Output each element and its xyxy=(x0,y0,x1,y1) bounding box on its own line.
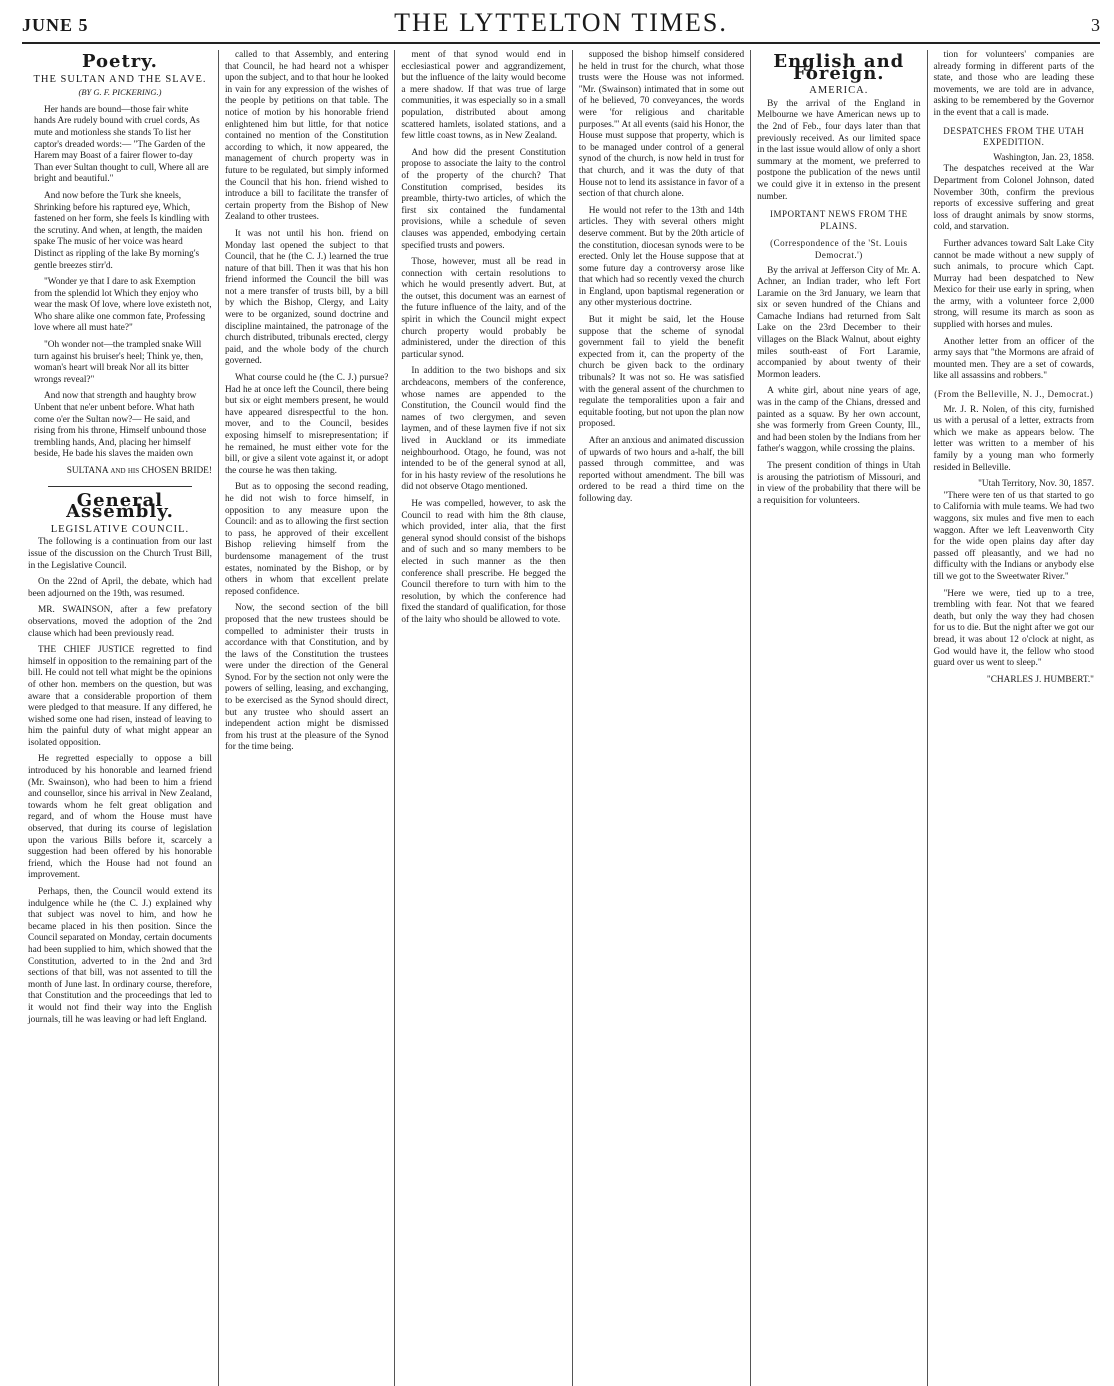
poem-stanza: Her hands are bound—those fair white hands Are rudely bound with cruel cords, As mute and motionless she stands To list her captor's dreaded words:— "The Garden of the Harem may Boast of a fairer flower to-day Than ever Sultan thought to cull, Where all are bright and beautiful." xyxy=(34,104,209,185)
source-note: (From the Belleville, N. J., Democrat.) xyxy=(934,389,1094,400)
columns xyxy=(22,50,1100,1386)
article-paragraph: But it might be said, let the House suppose that the scheme of synodal government fail to yield the benefit expected from it, can the property of the church be given back to the ordinary tribunals? It was not so. He was satisfied with the general assent of the churchmen to regulate the temporalities upon a fair and equitable footing, but not upon the plan now proposed. xyxy=(578,315,745,430)
issue-date: JUNE 5 xyxy=(22,15,89,35)
article-paragraph: called to that Assembly, and entering that Council, he had heard not a whisper upon the subject, and to that hour he looked in vain for any expression of the wishes of the people by petitions on that table. The notice of motion by his honorable friend enlightened him but little, for that notice contained no mention of the Constitution according to which, it now appeared, the management of church property was in future to be regulated, but simply informed the Council that his hon. friend wished to introduce a bill to facilitate the transfer of certain property from the Bishop of New Zealand to other trustees. xyxy=(224,50,389,223)
general-assembly-heading: General Assembly. xyxy=(66,489,174,523)
article-paragraph: Mr. J. R. Nolen, of this city, furnished us with a perusal of a letter, extracts from which we make as appears below. The letter was written to a member of his family by a young man who formerly resided in Belleville. xyxy=(933,404,1094,473)
legislative-council-heading: LEGISLATIVE COUNCIL. xyxy=(50,523,190,535)
article-paragraph: He regretted especially to oppose a bill introduced by his honorable and learned friend (Mr. Swainson), who had been to him a friend and counsellor, since his arrival in New Zealand, towards whom he felt great obligation and regard, and of whom the House must have observed, that during its course of legislation upon the various Bills before it, scarcely a suggestion had been offered by his honorable friend, which the House had not found an improvement. xyxy=(28,754,212,881)
article-paragraph: ment of that synod would end in ecclesiastical power and aggrandizement, but the influence of the laity would become a mere shadow. If that was true of large communities, it was especially so in a small population, distributed about among scattered hamlets, isolated stations, and a few little coast towns, as in New Zealand. xyxy=(401,50,566,142)
article-paragraph: After an anxious and animated discussion of upwards of two hours and a-half, the bill passed through committee, and was reported without amendment. The bill was ordered to be read a third time on the following day. xyxy=(578,436,745,504)
page-number: 3 xyxy=(1091,15,1100,35)
newspaper-title: THE LYTTELTON TIMES. xyxy=(394,8,728,37)
article-paragraph: It was not until his hon. friend on Monday last opened the subject to that Council, that he (the C. J.) learned the true nature of that bill. Then it was that his hon friend informed the Council the bill was not a mere transfer of trusts bill, by a bill by which the Bishop, Clergy, and Laity were to be organized, sound doctrine and discipline maintained, the patronage of the church distributed, tribunals erected, clergy paid, and the whole body of the church governed. xyxy=(224,228,389,367)
article-paragraph: The despatches received at the War Department from Colonel Johnson, dated November 30th, confirm the previous reports of excessive suffering and great loss of draught animals by snow storms, cold, and starvation. xyxy=(933,164,1094,233)
article-paragraph: The following is a continuation from our last issue of the discussion on the Church Trust Bill, in the Legislative Council. xyxy=(28,537,212,571)
poem-title: THE SULTAN AND THE SLAVE. xyxy=(33,73,207,85)
column-3 xyxy=(394,50,571,1386)
article-paragraph: MR. SWAINSON, after a few prefatory observations, moved the adoption of the 2nd clause which had been previously read. xyxy=(28,605,212,639)
poetry-heading: Poetry. xyxy=(81,51,158,72)
english-foreign-heading: English and Foreign. xyxy=(773,51,905,84)
masthead xyxy=(22,8,1100,44)
poem-stanza: "Wonder ye that I dare to ask Exemption from the splendid lot Which they enjoy who wear the mask Of love, where love existeth not, Who share alike one common fate, Professing love where all must hate?" xyxy=(34,277,212,334)
article-paragraph: A white girl, about nine years of age, was in the camp of the Chians, dressed and painted as a squaw. By her own account, she was formerly from Green County, Ill., and had been stolen by the Indians from her father's waggon, while crossing the plains. xyxy=(757,386,921,455)
article-paragraph: "Here we were, tied up to a tree, trembling with fear. Not that we feared death, but only the way they had chosen for us to die. But the night after we got our bread, it was about 12 o'clock at night, as God would have it, the fellow who stood guard over us went to sleep." xyxy=(933,588,1094,669)
plains-news-heading: IMPORTANT NEWS FROM THE PLAINS. xyxy=(769,209,908,231)
article-paragraph: The present condition of things in Utah is arousing the patriotism of Missouri, and in view of the probability that there will be a requisition for volunteers. xyxy=(757,461,921,506)
poem-stanza: And now that strength and haughty brow Unbent that ne'er unbent before. What hath come o'er the Sultan now?— He said, and rising from his throne, Himself unbound those trembling hands, And, placing her himself beside, He bade his slaves the maiden own xyxy=(34,391,207,460)
article-paragraph: Further advances toward Salt Lake City cannot be made without a new supply of such animals, to procure which Capt. Murray had been despatched to New Mexico for their use early in spring, when the army, with a volunteer force 2,000 strong, will resume its march as soon as supplied with horses and mules. xyxy=(933,238,1094,331)
article-paragraph: By the arrival of the England in Melbourne we have American news up to the 2nd of Feb., four days later than that previously received. As our limited space in the last issue would allow of only a short summary at the moment, we preferred to postpone the publication of the news until we could give it in extenso in the present number. xyxy=(757,98,921,202)
article-paragraph: He would not refer to the 13th and 14th articles. They with several others might deserve comment. But by the 20th article of the constitution, diocesan synods were to be erected. Only let the House suppose that at some future day a controversy arose like that which had so recently vexed the church in England, upon baptismal regeneration or any other mysterious doctrine. xyxy=(578,205,745,309)
column-5 xyxy=(750,50,926,1386)
letter-signature: "CHARLES J. HUMBERT." xyxy=(986,674,1094,685)
poem-signature: SULTANA and his CHOSEN BRIDE! xyxy=(66,466,212,476)
article-paragraph: By the arrival at Jefferson City of Mr. A. Achner, an Indian trader, who left Fort Laramie on the 3rd January, we learn that six or seven hundred of the Chians and Camache Indians had returned from Salt Lake on the 23rd December to their villages on the Black Walnut, about eighty miles south-east of Fort Laramie, accompanied by about twenty of their Mormon leaders. xyxy=(757,265,921,380)
letter-dateline: "Utah Territory, Nov. 30, 1857. xyxy=(978,479,1094,490)
article-paragraph: On the 22nd of April, the debate, which had been adjourned on the 19th, was resumed. xyxy=(28,577,212,599)
column-4 xyxy=(572,50,750,1386)
article-paragraph: But as to opposing the second reading, he did not wish to force himself, in opposition to any measure upon the Council: and as to allowing the first section to pass, he approved of their excellent Bishop relieving himself from the burdensome management of the trust estates, nominated by the Bishop, or by others in whom that excellent prelate reposed confidence. xyxy=(224,482,389,597)
article-paragraph: supposed the bishop himself considered he held in trust for the church, what those trusts were the House was not informed. "Mr. (Swainson) intimated that in some out of he believed, 70 conveyances, the words were 'for religious and charitable purposes.'" At all events (said his Honor, the House must suppose that property, which is to be managed under control of a general synod of the church, is now held in trust for that church, and it was the duty of that House not to lend its assistance in favor of a section of that church alone. xyxy=(578,50,745,200)
article-paragraph: Now, the second section of the bill proposed that the new trustees should be compelled to administer their trusts in accordance with that Constitution, and by the laws of the Constitution the trustees were under the direction of the General Synod. For by the section not only were the powers of selling, leasing, and exchanging, to be exercised as the Synod should direct, but any trustee who should assert an independent action might be dismissed from his trust at the pleasure of the Synod for the time being. xyxy=(224,603,389,753)
divider xyxy=(48,486,192,487)
correspondence-note: (Correspondence of the 'St. Louis Democrat.') xyxy=(770,238,908,260)
article-paragraph: "There were ten of us that started to go to California with mule teams. We had two waggons, six mules and five men to each waggon. After we left Leavenworth City for the wide open plains day after day passed off pleasantly, and we had no difficulty with the Indians or anybody else till we got to the Sweetwater River." xyxy=(933,490,1094,582)
column-2 xyxy=(218,50,394,1386)
poem-stanza: And now before the Turk she kneels, Shrinking before his raptured eye, Which, fastened on her form, she feels Is kindling with the scrutiny. And when, at length, the maiden spake The music of her voice was heard Distinct as rippling of the lake By morning's gentle breezes stirr'd. xyxy=(34,190,210,271)
poem-stanza: "Oh wonder not—the trampled snake Will turn against his bruiser's heel; Think ye, then, woman's heart will break Nor all its bitter wrongs reveal?" xyxy=(34,340,204,385)
article-paragraph: And how did the present Constitution propose to associate the laity to the control of the property of the church? That Constitution comprised, besides its preamble, thirty-two articles, of which the first six contained the fundamental provisions, while a schedule of seven clauses was appended, embodying certain specified trusts and powers. xyxy=(401,147,566,251)
article-paragraph: Another letter from an officer of the army says that "the Mormons are afraid of mounted men. They are a set of cowards, like all assassins and robbers." xyxy=(933,336,1094,382)
despatches-heading: DESPATCHES FROM THE UTAH EXPEDITION. xyxy=(943,125,1085,148)
article-paragraph: In addition to the two bishops and six archdeacons, members of the conference, whose names are appended to the Constitution, the Council would find the names of two clergymen, and seven laymen, and of these laymen five if not six lived in Auckland or its immediate neighbourhood. Otago, he found, was not intended to be of the general synod at all, for in his hasty review of the resolutions he did not observe Otago mentioned. xyxy=(401,366,566,493)
article-paragraph: Perhaps, then, the Council would extend its indulgence while he (the C. J.) explained why that subject was novel to him, and how he became placed in his then position. Since the Council separated on Monday, certain documents had been supplied to him, which showed that the Constitution, adverted to in the 2nd and 3rd sections of that bill, was not assented to till the month of June last. In ordinary course, therefore, that Constitution and the proceedings that led to it would not find their way into the English journals, till he was leaving or had left England. xyxy=(28,887,212,1025)
article-paragraph: Those, however, must all be read in connection with certain resolutions to which he would presently advert. But, at the outset, this document was an earnest of the future influence of the laity, and of the spirit in which the Council might expect church property would probably be administered, under the direction of this particular synod. xyxy=(401,257,566,360)
poem-byline: (BY G. F. PICKERING.) xyxy=(78,87,162,98)
column-6 xyxy=(927,50,1100,1386)
article-paragraph: tion for volunteers' companies are already forming in different parts of the state, and those who are leading these movements, we are told are in advance, asking to be remembered by the Governor in the event that a call is made. xyxy=(933,50,1094,118)
column-1 xyxy=(22,50,218,1386)
article-paragraph: THE CHIEF JUSTICE regretted to find himself in opposition to the remaining part of the bill. He could not tell what might be the opinions of other hon. members on the question, but was aware that a considerable proportion of them were pledged to that measure. If any differed, he wished some one had risen, instead of leaving to him the painful duty of what might appear an isolated opposition. xyxy=(28,645,212,748)
article-paragraph: He was compelled, however, to ask the Council to read with him the 8th clause, which provided, inter alia, that the first general synod should consist of the bishops and of such and so many members to be elected in such manner as the then conference shall prescribe. He begged the Council therefore to turn with him to the resolution, by which the conference had fixed the standard of qualification, for those of the laity who should be allowed to vote. xyxy=(401,498,566,625)
poem-body xyxy=(28,105,212,478)
america-heading: AMERICA. xyxy=(809,85,869,97)
article-paragraph: What course could he (the C. J.) pursue? Had he at once left the Council, there being but six or eight members present, he would have appeared disrespectful to the hon. mover, and to the Council, besides exposing himself to misrepresentation; if he remained, he must either vote for the bill, or give a silent vote against it, or adopt the course he was then taking. xyxy=(224,373,389,476)
dateline: Washington, Jan. 23, 1858. xyxy=(993,152,1094,163)
